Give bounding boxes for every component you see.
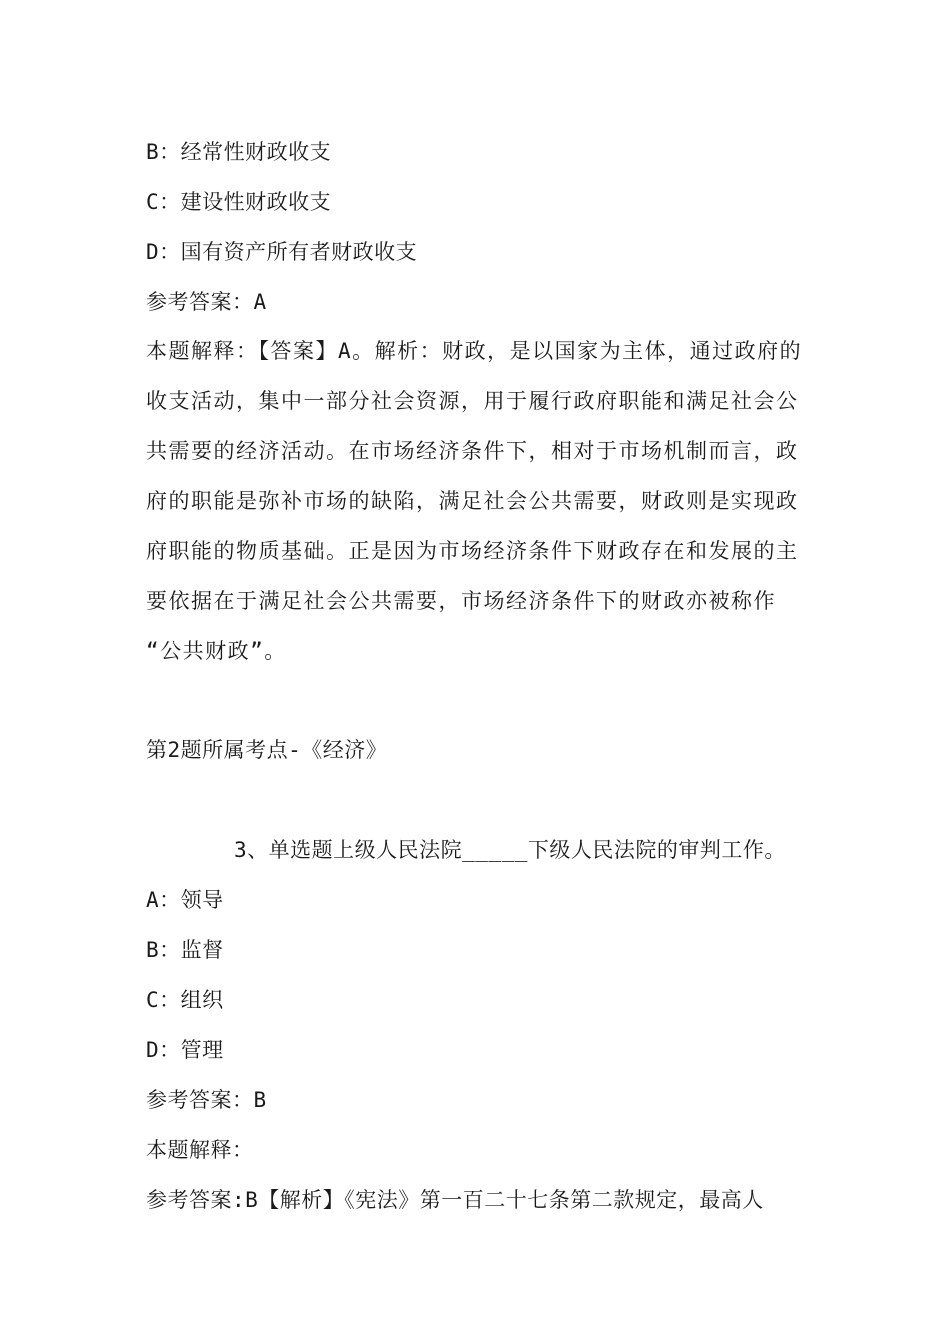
q2-option-d: D：国有资产所有者财政收支 [146, 240, 418, 264]
q2-explanation-line: 要依据在于满足社会公共需要，市场经济条件下的财政亦被称作 [146, 589, 776, 613]
q2-explanation-line: 府职能的物质基础。正是因为市场经济条件下财政存在和发展的主 [146, 539, 799, 563]
q2-explanation-line: 府的职能是弥补市场的缺陷，满足社会公共需要，财政则是实现政 [146, 489, 799, 513]
q2-explanation-line: 收支活动，集中一部分社会资源，用于履行政府职能和满足社会公 [146, 389, 799, 413]
q2-answer: 参考答案：A [146, 290, 267, 314]
q2-option-c: C：建设性财政收支 [146, 190, 332, 214]
q3-option-d: D：管理 [146, 1038, 224, 1062]
q3-explanation-label: 本题解释： [146, 1138, 254, 1162]
q2-explanation-line: 共需要的经济活动。在市场经济条件下，相对于市场机制而言，政 [146, 439, 799, 463]
q2-topic: 第2题所属考点-《经济》 [146, 738, 388, 762]
q3-question: 3、单选题上级人民法院_____下级人民法院的审判工作。 [234, 838, 786, 862]
q3-option-c: C：组织 [146, 988, 224, 1012]
q2-option-b: B：经常性财政收支 [146, 140, 332, 164]
q2-explanation-line: 本题解释：【答案】A。解析：财政，是以国家为主体，通过政府的 [146, 339, 803, 363]
q2-explanation-line: “公共财政”。 [146, 639, 287, 663]
q3-answer: 参考答案：B [146, 1088, 267, 1112]
q3-option-b: B：监督 [146, 938, 224, 962]
q2-explanation [146, 326, 806, 676]
q3-explanation-text: 参考答案:B【解析】《宪法》第一百二十七条第二款规定，最高人 [146, 1188, 764, 1212]
q3-option-a: A：领导 [146, 888, 224, 912]
